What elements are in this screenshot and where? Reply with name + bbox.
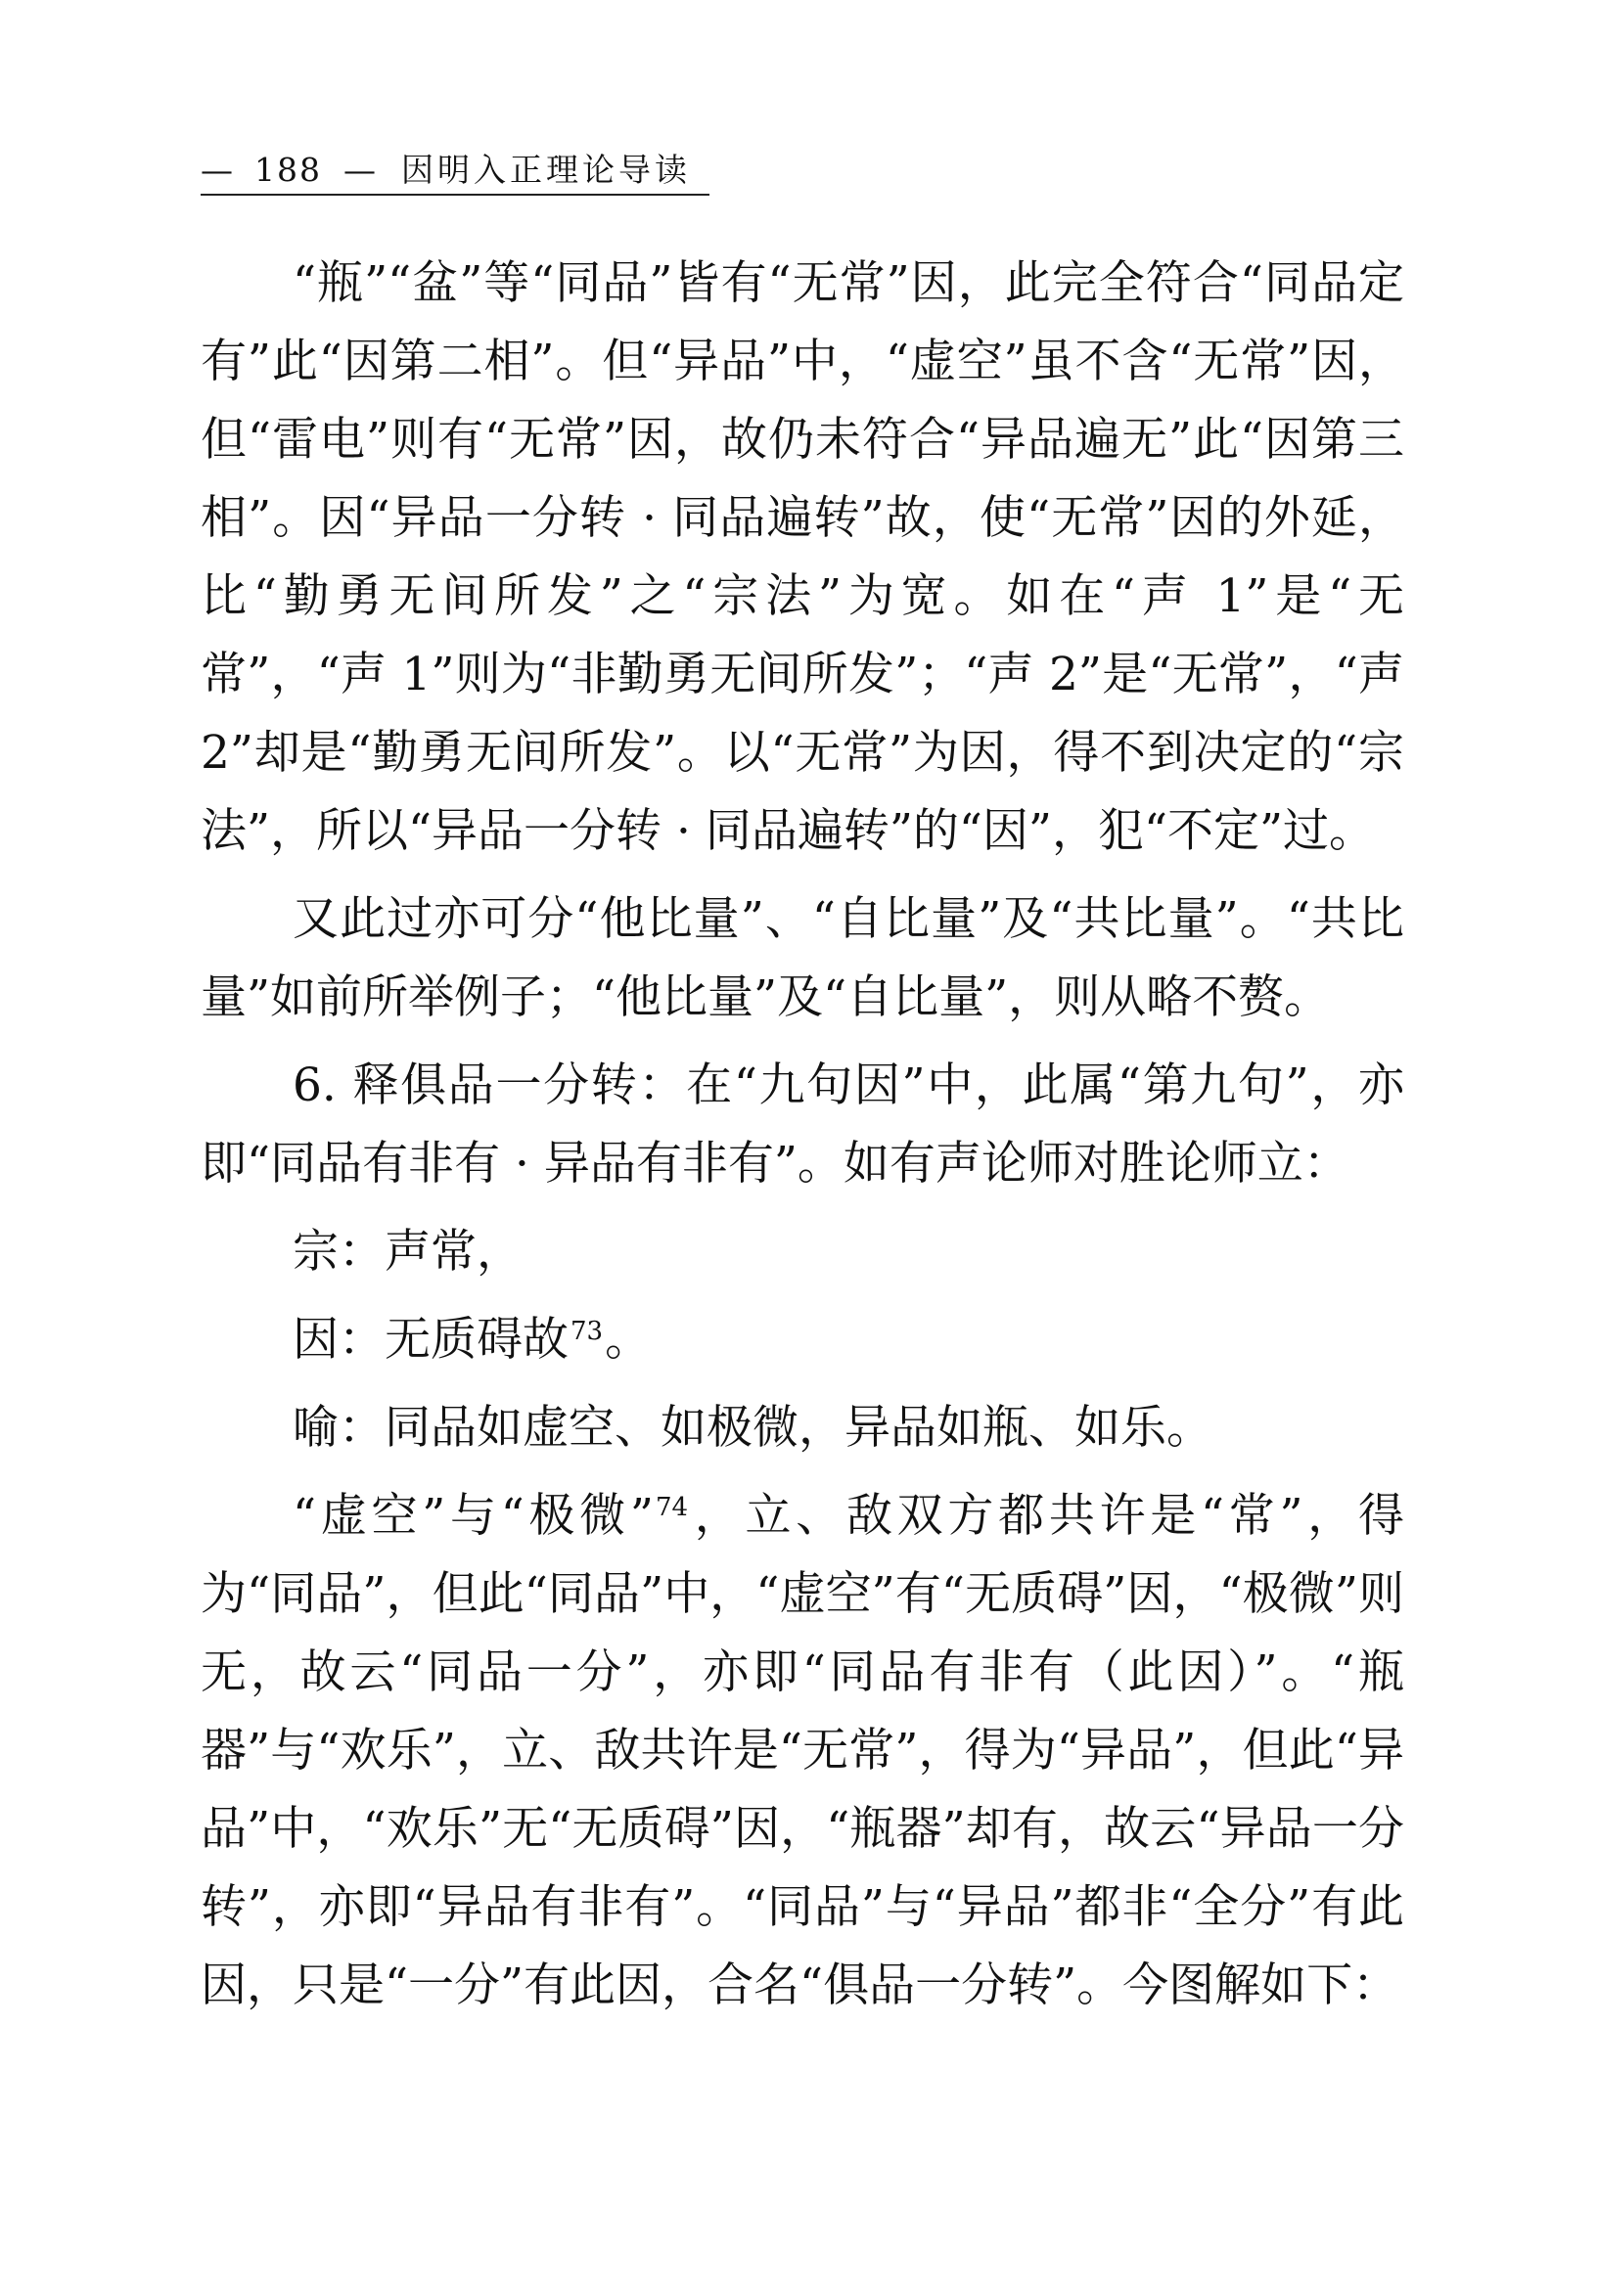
reason-end: 。 [605,1313,652,1367]
example-line: 喻：同品如虚空、如极微，异品如瓶、如乐。 [293,1401,1212,1455]
thesis-line: 宗：声常， [293,1225,523,1279]
paragraph-4 [201,1477,1404,2025]
reason-text: 因：无质碍故 [293,1313,569,1367]
header-dash-right: — [343,151,376,189]
header-dash-left: — [201,151,233,189]
paragraph-3: 6. 释俱品一分转：在“九句因”中，此属“第九句”，亦即“同品有非有 · 异品有非有”。如有声论师对胜论师立： [201,1058,1404,1191]
footnote-marker-73: 73 [570,1317,604,1346]
reason-line [293,1301,1404,1379]
footnote-marker-74: 74 [655,1493,689,1522]
page-header [201,147,709,196]
paragraph-2: 又此过亦可分“他比量”、“自比量”及“共比量”。“共比量”如前所举例子；“他比量”及“自比量”，则从略不赘。 [201,892,1404,1024]
paragraph-1: “瓶”“盆”等“同品”皆有“无常”因，此完全符合“同品定有”此“因第二相”。但“异品”中，“虚空”虽不含“无常”因，但“雷电”则有“无常”因，故仍未符合“异品遍无”此“因第三相”。因“异品一分转 · 同品遍转”故，使“无常”因的外延，比“勤勇无间所发”之“宗法”为宽。如在“声 1”是“无常”，“声 1”则为“非勤勇无间所发”；“声 2”是“无常”，“声 2”却是“勤勇无间所发”。以“无常”为因，得不到决定的“宗法”，所以“异品一分转 · 同品遍转”的“因”，犯“不定”过。 [201,256,1404,858]
running-title: 因明入正理论导读 [401,151,691,189]
body-text [201,245,1404,2025]
paragraph-4-rest: ，立、敌双方都共许是“常”，得为“同品”，但此“同品”中，“虚空”有“无质碍”因，“极微”则无，故云“同品一分”，亦即“同品有非有（此因）”。“瓶器”与“欢乐”，立、敌共许是“无常”，得为“异品”，但此“异品”中，“欢乐”无“无质碍”因，“瓶器”却有，故云“异品一分转”，亦即“异品有非有”。“同品”与“异品”都非“全分”有此因，只是“一分”有此因，合名“俱品一分转”。今图解如下： [201,1489,1404,2012]
paragraph-4-start: “虚空”与“极微” [293,1489,654,1543]
page-number: 188 [254,151,322,189]
